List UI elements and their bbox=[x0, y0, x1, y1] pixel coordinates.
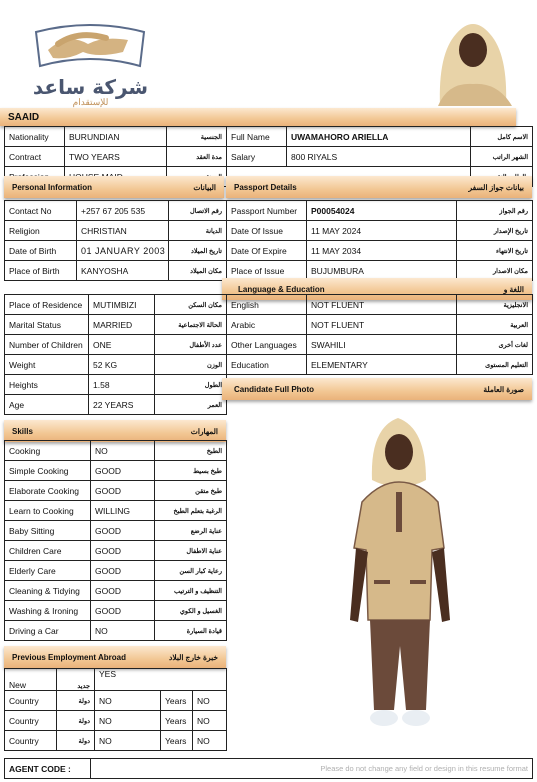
skill-ar: عناية الاطفال bbox=[155, 541, 227, 561]
country-value: NO bbox=[95, 731, 161, 751]
table-row bbox=[227, 221, 533, 241]
skill-value: NO bbox=[91, 621, 155, 641]
arabic-ar: العربية bbox=[457, 315, 533, 335]
nationality-label: Nationality bbox=[5, 127, 65, 147]
other-lang-label: Other Languages bbox=[227, 335, 307, 355]
table-row bbox=[5, 221, 227, 241]
nationality-value: BURUNDIAN bbox=[65, 127, 167, 147]
personal-info-title: Personal Information bbox=[12, 182, 93, 192]
skill-label: Learn to Cooking bbox=[5, 501, 91, 521]
table-row bbox=[5, 395, 227, 415]
table-row bbox=[5, 759, 533, 779]
contact-label: Contact No bbox=[5, 201, 77, 221]
skill-label: Washing & Ironing bbox=[5, 601, 91, 621]
passport-number-ar: رقم الجواز bbox=[457, 201, 533, 221]
table-row bbox=[5, 315, 227, 335]
years-label: Years bbox=[161, 691, 193, 711]
passport-number-label: Passport Number bbox=[227, 201, 307, 221]
photo-ar: صورة العاملة bbox=[483, 384, 524, 394]
age-value: 22 YEARS bbox=[89, 395, 155, 415]
table-row bbox=[5, 461, 227, 481]
table-row bbox=[227, 241, 533, 261]
arabic-label: Arabic bbox=[227, 315, 307, 335]
language-title: Language & Education bbox=[238, 284, 325, 294]
dob-value: 01 JANUARY 2003 bbox=[77, 241, 169, 261]
full-body-photo-icon bbox=[340, 410, 460, 740]
skill-ar: الرغبة بتعلم الطبخ bbox=[155, 501, 227, 521]
language-table bbox=[226, 294, 533, 375]
education-ar: التعليم المستوى bbox=[457, 355, 533, 375]
table-row bbox=[5, 201, 227, 221]
previous-employment-band bbox=[4, 646, 226, 668]
new-label bbox=[5, 669, 57, 691]
personal-info-ar: البيانات bbox=[193, 182, 216, 192]
pob-ar: مكان الميلاد bbox=[169, 261, 227, 281]
table-row bbox=[5, 241, 227, 261]
education-value: ELEMENTARY bbox=[307, 355, 457, 375]
education-label: Education bbox=[227, 355, 307, 375]
skill-value: NO bbox=[91, 441, 155, 461]
skill-label: Children Care bbox=[5, 541, 91, 561]
country-ar: دولة bbox=[57, 731, 95, 751]
issue-place-value: BUJUMBURA bbox=[307, 261, 457, 281]
weight-label: Weight bbox=[5, 355, 89, 375]
skill-value: WILLING bbox=[91, 501, 155, 521]
passport-table bbox=[226, 200, 533, 281]
table-row bbox=[5, 441, 227, 461]
personal-details-table bbox=[4, 294, 227, 415]
years-value: NO bbox=[193, 691, 227, 711]
years-value: NO bbox=[193, 711, 227, 731]
full-name-value: UWAMAHORO ARIELLA bbox=[287, 127, 471, 147]
skills-band bbox=[4, 420, 226, 442]
candidate-photo-band bbox=[222, 378, 532, 400]
children-label: Number of Children bbox=[5, 335, 89, 355]
children-ar: عدد الأطفال bbox=[155, 335, 227, 355]
dob-ar: تاريخ الميلاد bbox=[169, 241, 227, 261]
table-row bbox=[5, 521, 227, 541]
skill-label: Cleaning & Tidying bbox=[5, 581, 91, 601]
skill-label: Baby Sitting bbox=[5, 521, 91, 541]
expire-date-value: 11 MAY 2034 bbox=[307, 241, 457, 261]
skill-label: Simple Cooking bbox=[5, 461, 91, 481]
employment-title: Previous Employment Abroad bbox=[12, 652, 126, 662]
footer-table bbox=[4, 758, 533, 779]
contract-ar: مدة العقد bbox=[167, 147, 227, 167]
country-label: Country bbox=[5, 691, 57, 711]
age-ar: العمر bbox=[155, 395, 227, 415]
skill-ar: قيادة السيارة bbox=[155, 621, 227, 641]
other-lang-ar: لغات أخرى bbox=[457, 335, 533, 355]
agent-code-label: AGENT CODE : bbox=[5, 759, 91, 779]
other-lang-value: SWAHILI bbox=[307, 335, 457, 355]
marital-ar: الحالة الاجتماعية bbox=[155, 315, 227, 335]
full-name-label: Full Name bbox=[227, 127, 287, 147]
years-label: Years bbox=[161, 731, 193, 751]
skill-value: GOOD bbox=[91, 561, 155, 581]
skill-label: Elaborate Cooking bbox=[5, 481, 91, 501]
height-ar: الطول bbox=[155, 375, 227, 395]
table-row bbox=[5, 669, 227, 691]
skill-ar: عناية الرضع bbox=[155, 521, 227, 541]
issue-place-label: Place of Issue bbox=[227, 261, 307, 281]
pob-label: Place of Birth bbox=[5, 261, 77, 281]
table-row bbox=[5, 621, 227, 641]
skill-ar: طبخ متقن bbox=[155, 481, 227, 501]
skills-ar: المهارات bbox=[190, 426, 218, 436]
passport-number-value: P00054024 bbox=[307, 201, 457, 221]
arabic-value: NOT FLUENT bbox=[307, 315, 457, 335]
marital-label: Marital Status bbox=[5, 315, 89, 335]
contract-label: Contract bbox=[5, 147, 65, 167]
agency-code: SAAID bbox=[8, 111, 40, 123]
table-row bbox=[5, 731, 227, 751]
personal-info-table bbox=[4, 200, 227, 281]
skill-label: Elderly Care bbox=[5, 561, 91, 581]
english-label: English bbox=[227, 295, 307, 315]
salary-value: 800 RIYALS bbox=[287, 147, 471, 167]
skill-ar: رعاية كبار السن bbox=[155, 561, 227, 581]
full-name-ar: الاسم كامل bbox=[471, 127, 533, 147]
dob-label: Date of Birth bbox=[5, 241, 77, 261]
skill-value: GOOD bbox=[91, 581, 155, 601]
handshake-logo-icon bbox=[28, 22, 153, 72]
english-value: NOT FLUENT bbox=[307, 295, 457, 315]
religion-value: CHRISTIAN bbox=[77, 221, 169, 241]
residence-ar: مكان السكن bbox=[155, 295, 227, 315]
height-value: 1.58 bbox=[89, 375, 155, 395]
table-row bbox=[5, 147, 533, 167]
skill-label: Driving a Car bbox=[5, 621, 91, 641]
skills-title: Skills bbox=[12, 426, 33, 436]
table-row bbox=[5, 375, 227, 395]
skill-value: GOOD bbox=[91, 601, 155, 621]
passport-details-ar: بيانات جواز السفر bbox=[468, 182, 524, 192]
table-row bbox=[5, 541, 227, 561]
weight-ar: الوزن bbox=[155, 355, 227, 375]
issue-date-label: Date Of Issue bbox=[227, 221, 307, 241]
table-row bbox=[5, 261, 227, 281]
language-ar: اللغة و bbox=[503, 284, 524, 294]
skill-ar: التنظيف و الترتيب bbox=[155, 581, 227, 601]
candidate-portrait bbox=[428, 14, 518, 106]
company-logo bbox=[28, 22, 153, 107]
age-label: Age bbox=[5, 395, 89, 415]
children-value: ONE bbox=[89, 335, 155, 355]
table-row bbox=[5, 691, 227, 711]
country-label: Country bbox=[5, 731, 57, 751]
contact-ar: رقم الاتصال bbox=[169, 201, 227, 221]
issue-place-ar: مكان الاصدار bbox=[457, 261, 533, 281]
skill-value: GOOD bbox=[91, 481, 155, 501]
skill-value: GOOD bbox=[91, 461, 155, 481]
new-ar: جديد bbox=[57, 669, 95, 691]
religion-label: Religion bbox=[5, 221, 77, 241]
english-ar: الانجليزية bbox=[457, 295, 533, 315]
years-label: Years bbox=[161, 711, 193, 731]
portrait-photo-icon bbox=[428, 14, 518, 106]
salary-label: Salary bbox=[227, 147, 287, 167]
salary-ar: الشهر الراتب bbox=[471, 147, 533, 167]
contact-value: +257 67 205 535 bbox=[77, 201, 169, 221]
pob-value: KANYOSHA bbox=[77, 261, 169, 281]
expire-date-ar: تاريخ الانتهاء bbox=[457, 241, 533, 261]
residence-value: MUTIMBIZI bbox=[89, 295, 155, 315]
skill-ar: الغسيل و الكوي bbox=[155, 601, 227, 621]
country-value: NO bbox=[95, 711, 161, 731]
table-row bbox=[5, 355, 227, 375]
skill-value: GOOD bbox=[91, 541, 155, 561]
religion-ar: الديانة bbox=[169, 221, 227, 241]
new-value: YES bbox=[95, 669, 227, 691]
personal-info-band bbox=[4, 176, 224, 198]
table-row bbox=[5, 711, 227, 731]
nationality-ar: الجنسية bbox=[167, 127, 227, 147]
weight-value: 52 KG bbox=[89, 355, 155, 375]
table-row bbox=[5, 581, 227, 601]
skill-ar: طبخ بسيط bbox=[155, 461, 227, 481]
employment-table bbox=[4, 668, 227, 751]
country-ar: دولة bbox=[57, 711, 95, 731]
passport-details-band bbox=[226, 176, 532, 198]
employment-ar: خبرة خارج البلاد bbox=[169, 652, 218, 662]
passport-details-title: Passport Details bbox=[234, 182, 297, 192]
height-label: Heights bbox=[5, 375, 89, 395]
table-row bbox=[5, 481, 227, 501]
company-arabic-sub: للإستقدام bbox=[72, 97, 109, 107]
marital-value: MARRIED bbox=[89, 315, 155, 335]
table-row bbox=[227, 355, 533, 375]
table-row bbox=[5, 335, 227, 355]
table-row bbox=[5, 127, 533, 147]
skill-ar: الطبخ bbox=[155, 441, 227, 461]
country-ar: دولة bbox=[57, 691, 95, 711]
table-row bbox=[5, 295, 227, 315]
table-row bbox=[5, 561, 227, 581]
issue-date-value: 11 MAY 2024 bbox=[307, 221, 457, 241]
table-row bbox=[227, 315, 533, 335]
table-row bbox=[227, 335, 533, 355]
new-label-text: New bbox=[9, 680, 27, 690]
skill-value: GOOD bbox=[91, 521, 155, 541]
table-row bbox=[227, 295, 533, 315]
table-row bbox=[227, 201, 533, 221]
skills-table bbox=[4, 440, 227, 641]
agency-header-band bbox=[0, 108, 516, 126]
contract-value: TWO YEARS bbox=[65, 147, 167, 167]
candidate-full-photo bbox=[340, 410, 460, 740]
country-value: NO bbox=[95, 691, 161, 711]
company-arabic-name: شركة ساعد bbox=[32, 75, 149, 99]
issue-date-ar: تاريخ الإصدار bbox=[457, 221, 533, 241]
table-row bbox=[5, 501, 227, 521]
country-label: Country bbox=[5, 711, 57, 731]
expire-date-label: Date Of Expire bbox=[227, 241, 307, 261]
residence-label: Place of Residence bbox=[5, 295, 89, 315]
photo-title: Candidate Full Photo bbox=[234, 384, 314, 394]
footer-notice: Please do not change any field or design in this resume format bbox=[91, 759, 533, 779]
years-value: NO bbox=[193, 731, 227, 751]
skill-label: Cooking bbox=[5, 441, 91, 461]
table-row bbox=[5, 601, 227, 621]
